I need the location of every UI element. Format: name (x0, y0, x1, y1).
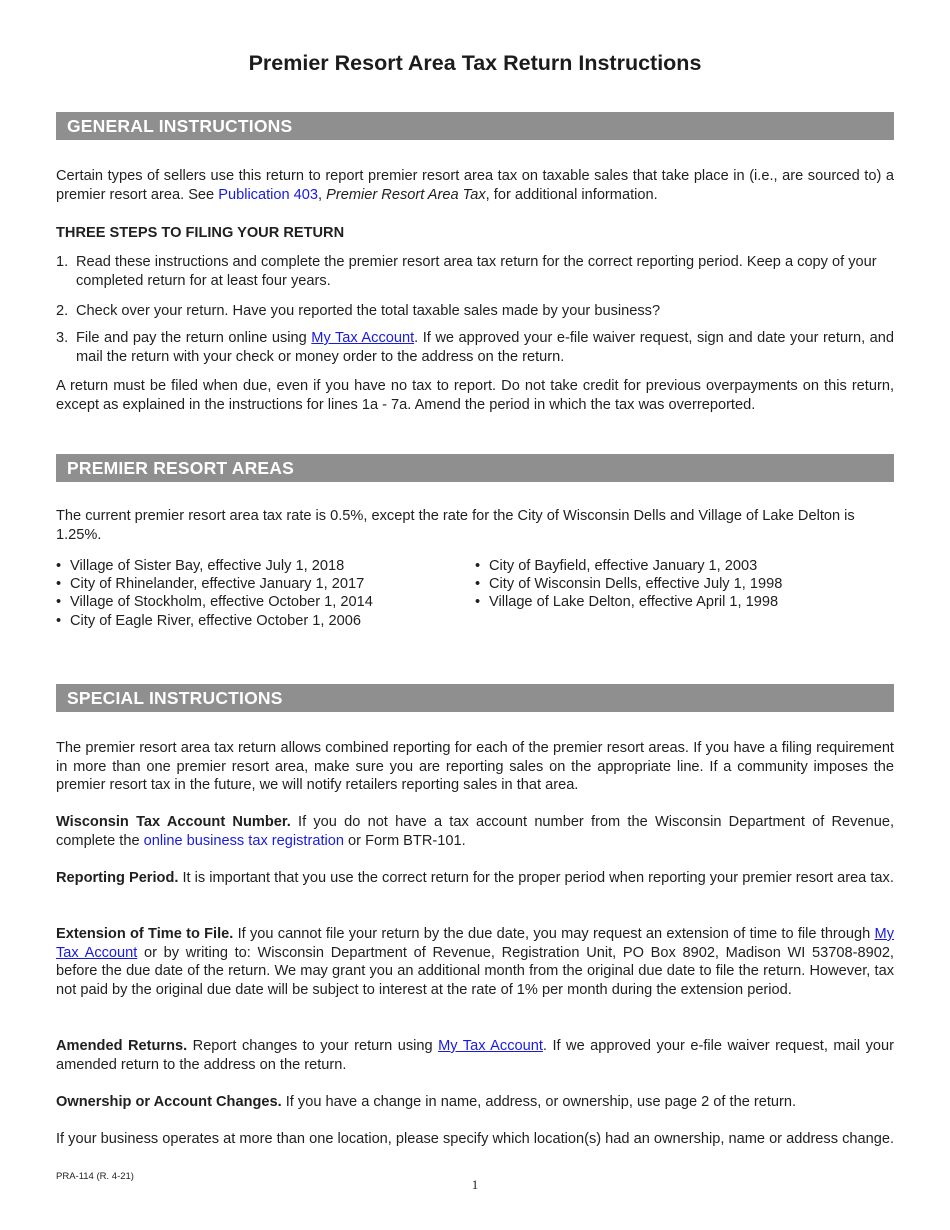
amended-returns-para: Amended Returns. Report changes to your return using My Tax Account. If we approved your e-file waiver request, mail your amended return to the address on the return. (56, 1038, 894, 1073)
tax-rate-text: The current premier resort area tax rate is 0.5%, except the rate for the City of Wisconsin Dells and Village of Lake Delton is 1.25%. (56, 508, 855, 543)
general-closing: A return must be filed when due, even if you have no tax to report. Do not take credit for previous overpayments on this return, except as explained in the instructions for lines 1a - 7a. Amend the period in which the tax was overreported. (56, 378, 894, 413)
online-registration-link[interactable]: online business tax registration (143, 832, 344, 849)
my-tax-account-link[interactable]: My Tax Account (438, 1038, 543, 1054)
list-item: • City of Wisconsin Dells, effective July 1, 1998 (475, 575, 894, 593)
publication-403-link[interactable]: Publication 403 (218, 186, 319, 203)
page-title: Premier Resort Area Tax Return Instructions (248, 51, 702, 75)
list-item: • Village of Lake Delton, effective April 1, 1998 (475, 593, 894, 611)
extension-para: Extension of Time to File. If you cannot file your return by the due date, you may request an extension of time to file through My Tax Account or by writing to: Wisconsin Department of Revenue, Registration Unit, PO Box 8902, Madison WI 53708-8902, before the due date of the return. We may grant you an additional month from the original due date to file the return. However, tax not paid by the original due date will be subject to interest at the rate of 1% per month during the extension period. (56, 926, 894, 998)
general-intro: Certain types of sellers use this return to report premier resort area tax on taxable sales that take place in (i.e., are sourced to) a premier resort area. See Publication 403, Premier Resort Area Tax, for additional information. (56, 168, 894, 203)
page-number: 1 (471, 1177, 479, 1192)
areas-list-right (475, 557, 894, 612)
reporting-period-para: Reporting Period. It is important that you use the correct return for the proper period when reporting your premier resort area tax. (56, 870, 894, 886)
list-item: • Village of Sister Bay, effective July 1, 2018 (56, 557, 456, 575)
section-heading-special: SPECIAL INSTRUCTIONS (56, 684, 894, 712)
steps-heading: THREE STEPS TO FILING YOUR RETURN (56, 225, 345, 241)
location-para: If your business operates at more than one location, please specify which location(s) had an ownership, name or address change. (56, 1131, 895, 1147)
list-item: • City of Rhinelander, effective January 1, 2017 (56, 575, 456, 593)
tax-account-number-para: Wisconsin Tax Account Number. If you do not have a tax account number from the Wisconsin Department of Revenue, complete the online business tax registration or Form BTR-101. (56, 814, 894, 849)
list-item: • Village of Stockholm, effective October 1, 2014 (56, 593, 456, 611)
list-item: • City of Bayfield, effective January 1, 2003 (475, 557, 894, 575)
list-item: • City of Eagle River, effective October 1, 2006 (56, 612, 456, 630)
areas-list-left (56, 557, 456, 630)
form-code: PRA-114 (R. 4-21) (56, 1171, 134, 1182)
my-tax-account-link[interactable]: My Tax Account (311, 330, 415, 346)
ownership-para: Ownership or Account Changes. If you have a change in name, address, or ownership, use page 2 of the return. (56, 1094, 797, 1110)
special-intro: The premier resort area tax return allows combined reporting for each of the premier resort areas. If you have a filing requirement in more than one premier resort area, make sure you are reporting sales on the appropriate line. If a community imposes the premier resort tax in the future, we will notify retailers reporting sales in that area. (56, 740, 894, 793)
section-heading-general: GENERAL INSTRUCTIONS (56, 112, 894, 140)
section-heading-areas: PREMIER RESORT AREAS (56, 454, 894, 482)
my-tax-account-link[interactable]: My Tax Account (56, 926, 894, 961)
